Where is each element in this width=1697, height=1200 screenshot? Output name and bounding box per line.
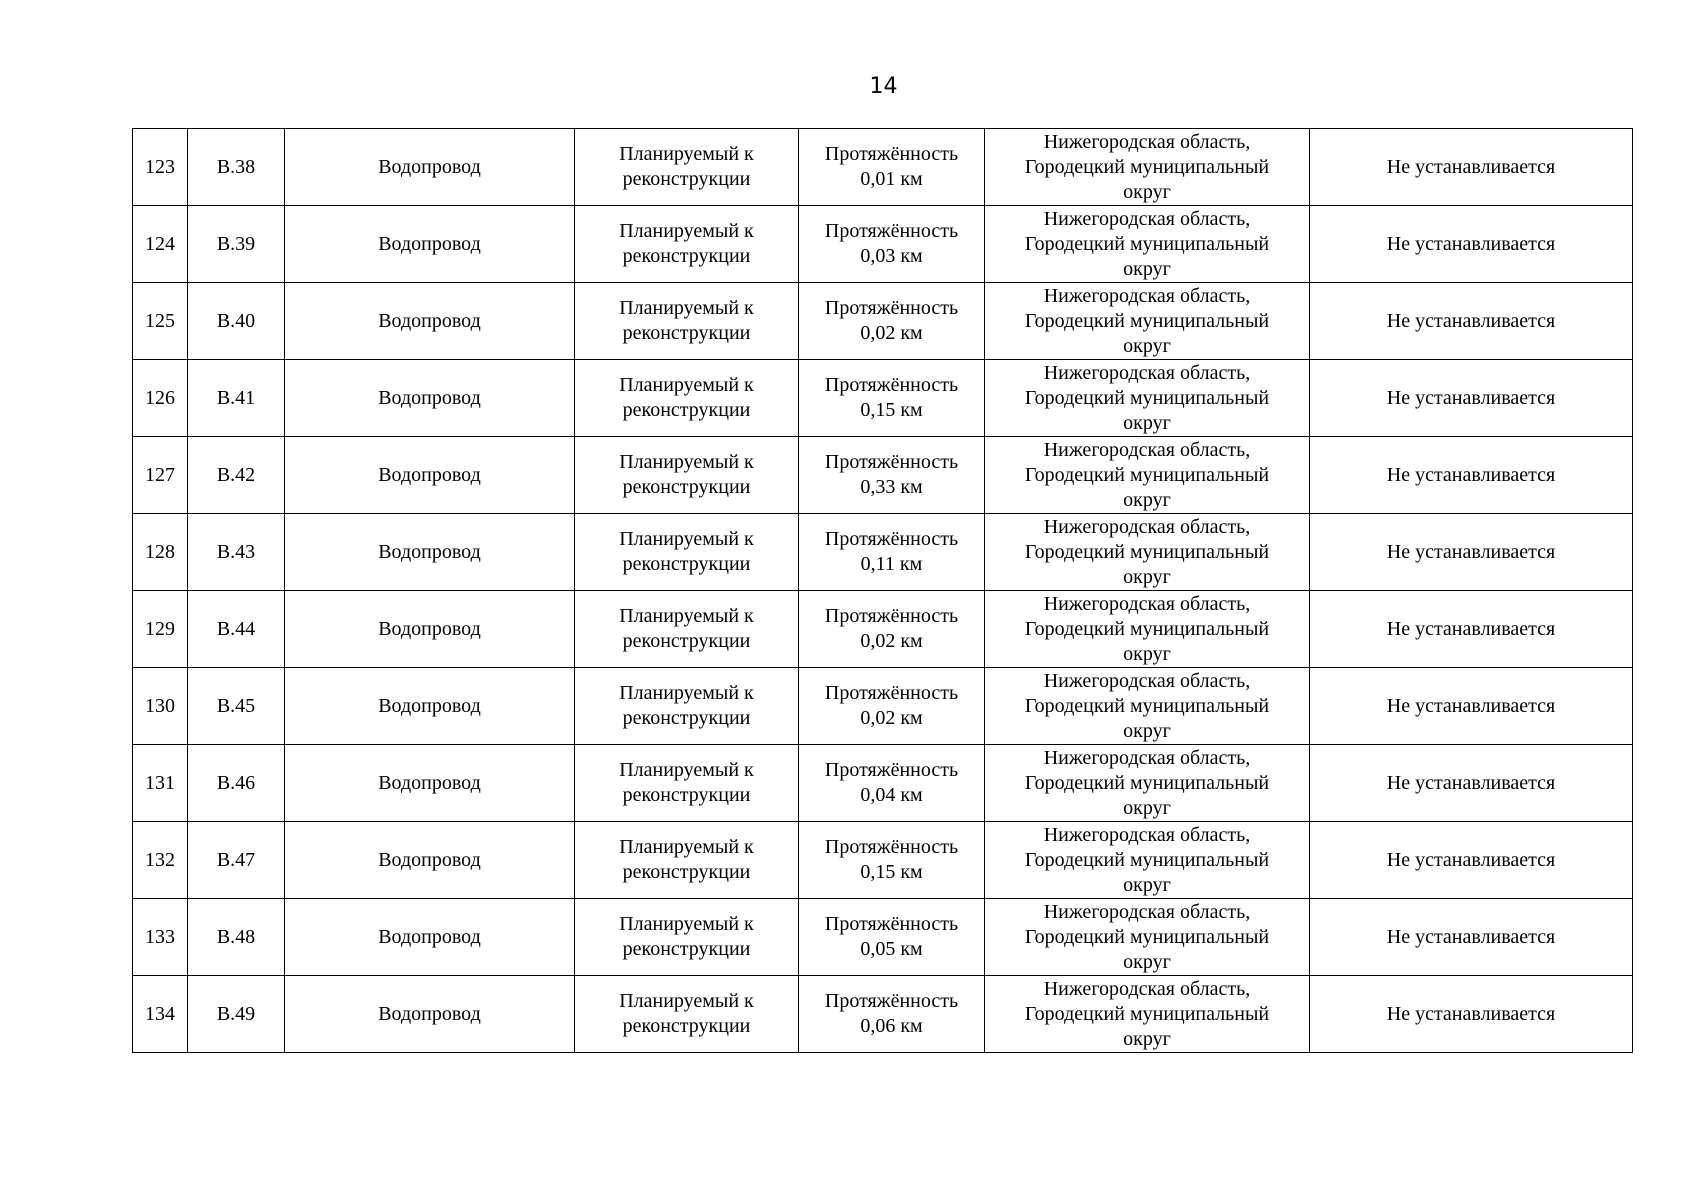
cell-status — [575, 360, 799, 437]
cell-length — [799, 899, 985, 976]
cell-text: В.41 — [216, 386, 256, 409]
cell-text: Не устанавливается — [1386, 771, 1556, 794]
cell-number — [133, 822, 188, 899]
cell-length — [799, 591, 985, 668]
cell-text: 131 — [145, 771, 175, 794]
cell-text: 0,02 км — [860, 630, 923, 652]
cell-length — [799, 283, 985, 360]
cell-text: Нижегородская область, — [1043, 438, 1251, 461]
cell-location — [985, 822, 1310, 899]
cell-text: 130 — [145, 694, 175, 717]
cell-number — [133, 360, 188, 437]
cell-text: 0,04 км — [860, 784, 923, 806]
table-row — [133, 822, 1633, 899]
cell-text: Водопровод — [378, 617, 481, 640]
cell-status — [575, 745, 799, 822]
cell-code — [188, 206, 285, 283]
cell-number — [133, 437, 188, 514]
table-row — [133, 899, 1633, 976]
table-row — [133, 745, 1633, 822]
table-row — [133, 668, 1633, 745]
cell-text: 0,33 км — [860, 476, 923, 498]
table-row — [133, 129, 1633, 206]
cell-length — [799, 514, 985, 591]
cell-text: Протяжённость — [824, 605, 959, 627]
cell-object-name — [285, 514, 575, 591]
cell-text: 132 — [145, 848, 175, 871]
cell-text: реконструкции — [622, 245, 751, 267]
cell-text: 129 — [145, 617, 175, 640]
cell-text: округ — [1123, 334, 1171, 357]
cell-length — [799, 206, 985, 283]
cell-code — [188, 976, 285, 1053]
cell-text: Не устанавливается — [1386, 1002, 1556, 1025]
cell-status — [575, 668, 799, 745]
objects-table — [132, 128, 1633, 1053]
cell-text: Водопровод — [378, 309, 481, 332]
cell-text: Городецкий муниципальный — [1024, 848, 1270, 871]
cell-text: реконструкции — [622, 476, 751, 498]
cell-text: округ — [1123, 180, 1171, 203]
cell-status — [575, 129, 799, 206]
cell-zone — [1310, 745, 1633, 822]
cell-length — [799, 360, 985, 437]
cell-text: 134 — [145, 1002, 175, 1025]
cell-text: реконструкции — [622, 861, 751, 883]
cell-text: Нижегородская область, — [1043, 746, 1251, 769]
cell-text: В.45 — [216, 694, 256, 717]
cell-text: реконструкции — [622, 1015, 751, 1037]
cell-text: В.39 — [216, 232, 256, 255]
cell-object-name — [285, 822, 575, 899]
cell-text: Протяжённость — [824, 297, 959, 319]
cell-location — [985, 668, 1310, 745]
cell-text: Городецкий муниципальный — [1024, 1002, 1270, 1025]
cell-text: Водопровод — [378, 232, 481, 255]
cell-code — [188, 283, 285, 360]
cell-text: Городецкий муниципальный — [1024, 386, 1270, 409]
table-row — [133, 360, 1633, 437]
cell-length — [799, 668, 985, 745]
cell-text: Протяжённость — [824, 143, 959, 165]
cell-length — [799, 129, 985, 206]
cell-number — [133, 591, 188, 668]
cell-number — [133, 745, 188, 822]
cell-text: реконструкции — [622, 322, 751, 344]
table-body — [133, 129, 1633, 1053]
cell-text: Водопровод — [378, 1002, 481, 1025]
cell-zone — [1310, 360, 1633, 437]
cell-status — [575, 591, 799, 668]
cell-object-name — [285, 360, 575, 437]
cell-text: Протяжённость — [824, 374, 959, 396]
table-row — [133, 591, 1633, 668]
cell-code — [188, 899, 285, 976]
cell-text: Протяжённость — [824, 759, 959, 781]
cell-text: Водопровод — [378, 386, 481, 409]
cell-number — [133, 206, 188, 283]
cell-text: реконструкции — [622, 399, 751, 421]
cell-number — [133, 514, 188, 591]
cell-text: Городецкий муниципальный — [1024, 925, 1270, 948]
cell-text: Протяжённость — [824, 220, 959, 242]
cell-zone — [1310, 514, 1633, 591]
cell-text: Не устанавливается — [1386, 232, 1556, 255]
cell-text: Городецкий муниципальный — [1024, 232, 1270, 255]
cell-object-name — [285, 976, 575, 1053]
cell-text: Городецкий муниципальный — [1024, 771, 1270, 794]
cell-text: 0,06 км — [860, 1015, 923, 1037]
cell-location — [985, 591, 1310, 668]
cell-location — [985, 899, 1310, 976]
cell-object-name — [285, 668, 575, 745]
cell-text: округ — [1123, 719, 1171, 742]
cell-text: 0,01 км — [860, 168, 923, 190]
cell-status — [575, 283, 799, 360]
cell-text: Планируемый к — [619, 220, 754, 242]
cell-text: Планируемый к — [619, 374, 754, 396]
cell-text: В.38 — [216, 155, 256, 178]
cell-text: Планируемый к — [619, 143, 754, 165]
cell-zone — [1310, 206, 1633, 283]
cell-status — [575, 437, 799, 514]
cell-status — [575, 822, 799, 899]
cell-text: 124 — [145, 232, 175, 255]
cell-number — [133, 129, 188, 206]
cell-text: округ — [1123, 1027, 1171, 1050]
cell-code — [188, 668, 285, 745]
cell-location — [985, 283, 1310, 360]
cell-text: В.40 — [216, 309, 256, 332]
table-row — [133, 976, 1633, 1053]
cell-location — [985, 437, 1310, 514]
cell-text: Нижегородская область, — [1043, 823, 1251, 846]
cell-text: Протяжённость — [824, 913, 959, 935]
cell-text: Водопровод — [378, 540, 481, 563]
cell-text: Городецкий муниципальный — [1024, 463, 1270, 486]
cell-text: Нижегородская область, — [1043, 361, 1251, 384]
cell-text: Планируемый к — [619, 528, 754, 550]
cell-text: 0,03 км — [860, 245, 923, 267]
cell-object-name — [285, 206, 575, 283]
cell-text: В.47 — [216, 848, 256, 871]
cell-text: Протяжённость — [824, 528, 959, 550]
cell-text: В.44 — [216, 617, 256, 640]
cell-zone — [1310, 822, 1633, 899]
page-number: 14 — [869, 74, 898, 99]
cell-text: 0,11 км — [860, 553, 923, 575]
cell-text: Городецкий муниципальный — [1024, 155, 1270, 178]
cell-number — [133, 668, 188, 745]
cell-text: Не устанавливается — [1386, 848, 1556, 871]
cell-text: Нижегородская область, — [1043, 669, 1251, 692]
cell-object-name — [285, 591, 575, 668]
cell-status — [575, 976, 799, 1053]
cell-zone — [1310, 668, 1633, 745]
cell-object-name — [285, 437, 575, 514]
cell-text: 128 — [145, 540, 175, 563]
cell-code — [188, 514, 285, 591]
cell-text: Нижегородская область, — [1043, 130, 1251, 153]
cell-length — [799, 976, 985, 1053]
cell-text: В.42 — [216, 463, 256, 486]
cell-text: Не устанавливается — [1386, 155, 1556, 178]
table-row — [133, 437, 1633, 514]
cell-text: Не устанавливается — [1386, 925, 1556, 948]
cell-number — [133, 899, 188, 976]
cell-text: Протяжённость — [824, 836, 959, 858]
cell-length — [799, 822, 985, 899]
cell-text: Нижегородская область, — [1043, 900, 1251, 923]
cell-text: 0,02 км — [860, 322, 923, 344]
cell-text: 0,15 км — [860, 861, 923, 883]
cell-object-name — [285, 899, 575, 976]
cell-zone — [1310, 437, 1633, 514]
cell-text: Планируемый к — [619, 990, 754, 1012]
cell-text: Водопровод — [378, 848, 481, 871]
cell-code — [188, 437, 285, 514]
cell-text: реконструкции — [622, 707, 751, 729]
cell-text: Нижегородская область, — [1043, 515, 1251, 538]
cell-location — [985, 514, 1310, 591]
cell-text: 0,05 км — [860, 938, 923, 960]
table-row — [133, 283, 1633, 360]
cell-text: Городецкий муниципальный — [1024, 617, 1270, 640]
cell-text: Водопровод — [378, 463, 481, 486]
cell-text: 0,15 км — [860, 399, 923, 421]
cell-text: Не устанавливается — [1386, 540, 1556, 563]
cell-text: В.46 — [216, 771, 256, 794]
cell-text: Не устанавливается — [1386, 694, 1556, 717]
cell-number — [133, 976, 188, 1053]
cell-text: округ — [1123, 411, 1171, 434]
cell-text: Планируемый к — [619, 913, 754, 935]
cell-text: реконструкции — [622, 938, 751, 960]
table-row — [133, 514, 1633, 591]
cell-text: Протяжённость — [824, 682, 959, 704]
cell-text: Планируемый к — [619, 682, 754, 704]
cell-length — [799, 745, 985, 822]
cell-status — [575, 899, 799, 976]
cell-text: округ — [1123, 873, 1171, 896]
cell-text: 0,02 км — [860, 707, 923, 729]
cell-text: 127 — [145, 463, 175, 486]
cell-text: Водопровод — [378, 155, 481, 178]
cell-text: Не устанавливается — [1386, 309, 1556, 332]
cell-object-name — [285, 745, 575, 822]
cell-text: Не устанавливается — [1386, 386, 1556, 409]
cell-text: округ — [1123, 796, 1171, 819]
cell-zone — [1310, 976, 1633, 1053]
cell-text: Нижегородская область, — [1043, 592, 1251, 615]
cell-text: Планируемый к — [619, 297, 754, 319]
cell-text: Протяжённость — [824, 990, 959, 1012]
cell-zone — [1310, 283, 1633, 360]
cell-text: Водопровод — [378, 925, 481, 948]
cell-text: Планируемый к — [619, 451, 754, 473]
table-row — [133, 206, 1633, 283]
cell-zone — [1310, 591, 1633, 668]
cell-text: Протяжённость — [824, 451, 959, 473]
cell-text: В.43 — [216, 540, 256, 563]
cell-zone — [1310, 899, 1633, 976]
cell-text: реконструкции — [622, 553, 751, 575]
cell-text: Городецкий муниципальный — [1024, 540, 1270, 563]
cell-location — [985, 745, 1310, 822]
cell-object-name — [285, 283, 575, 360]
cell-location — [985, 129, 1310, 206]
cell-location — [985, 976, 1310, 1053]
cell-code — [188, 129, 285, 206]
cell-text: Городецкий муниципальный — [1024, 694, 1270, 717]
cell-code — [188, 360, 285, 437]
cell-code — [188, 745, 285, 822]
cell-text: Водопровод — [378, 694, 481, 717]
cell-text: 125 — [145, 309, 175, 332]
cell-text: В.48 — [216, 925, 256, 948]
cell-text: В.49 — [216, 1002, 256, 1025]
cell-text: реконструкции — [622, 168, 751, 190]
cell-number — [133, 283, 188, 360]
cell-text: округ — [1123, 257, 1171, 280]
cell-text: округ — [1123, 488, 1171, 511]
cell-zone — [1310, 129, 1633, 206]
cell-text: округ — [1123, 950, 1171, 973]
cell-text: округ — [1123, 565, 1171, 588]
cell-text: Планируемый к — [619, 836, 754, 858]
cell-text: 133 — [145, 925, 175, 948]
cell-text: округ — [1123, 642, 1171, 665]
cell-object-name — [285, 129, 575, 206]
cell-length — [799, 437, 985, 514]
cell-text: 126 — [145, 386, 175, 409]
cell-text: Не устанавливается — [1386, 617, 1556, 640]
cell-location — [985, 360, 1310, 437]
cell-text: Нижегородская область, — [1043, 284, 1251, 307]
cell-text: Нижегородская область, — [1043, 977, 1251, 1000]
cell-code — [188, 822, 285, 899]
cell-text: Городецкий муниципальный — [1024, 309, 1270, 332]
cell-text: Нижегородская область, — [1043, 207, 1251, 230]
cell-status — [575, 206, 799, 283]
cell-location — [985, 206, 1310, 283]
cell-status — [575, 514, 799, 591]
cell-text: Не устанавливается — [1386, 463, 1556, 486]
cell-text: реконструкции — [622, 630, 751, 652]
cell-code — [188, 591, 285, 668]
cell-text: Планируемый к — [619, 759, 754, 781]
cell-text: реконструкции — [622, 784, 751, 806]
cell-text: 123 — [145, 155, 175, 178]
cell-text: Планируемый к — [619, 605, 754, 627]
cell-text: Водопровод — [378, 771, 481, 794]
